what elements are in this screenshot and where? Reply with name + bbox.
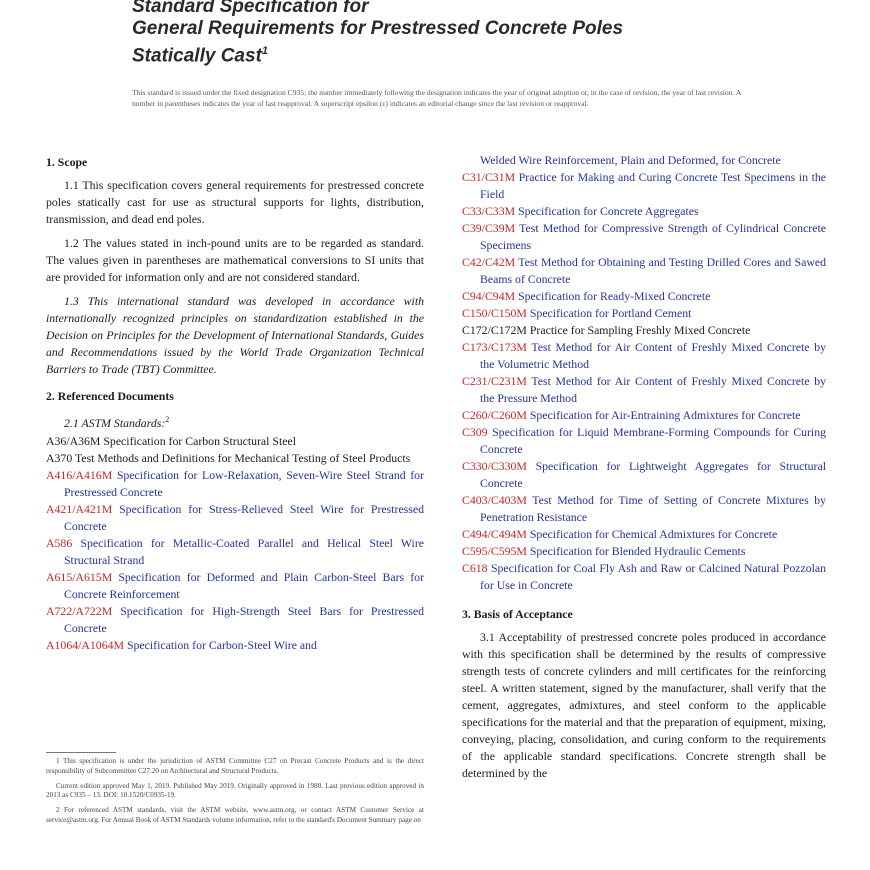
scope-paragraph-3: 1.3 This international standard was developed in accordance with internationally recognized principles on standardization established in the Decision on Principles for the Development of International Standards, Guides and Recommendations issued by the World Trade Organization Technical Barriers to Trade (TBT) Committee. bbox=[46, 294, 424, 376]
right-column bbox=[462, 152, 826, 789]
reference-link[interactable] bbox=[462, 526, 826, 543]
reference-link[interactable] bbox=[46, 433, 424, 450]
reference-title: Specification for Coal Fly Ash and Raw or Calcined Natural Pozzolan for Use in Concrete bbox=[480, 561, 827, 592]
astm-standards-intro bbox=[64, 411, 424, 432]
reference-code: C494/C494M bbox=[462, 527, 527, 541]
reference-title: Specification for Liquid Membrane-Forming Compounds for Curing Concrete bbox=[480, 425, 826, 456]
reference-title: Specification for Ready-Mixed Concrete bbox=[518, 289, 711, 303]
footnote-2: 2 For referenced ASTM standards, visit the ASTM website, www.astm.org, or contact ASTM Customer Service at service@astm.org. For Annual Book of ASTM Standards volume information, refer to the standard's Document Summary page on bbox=[46, 806, 424, 824]
reference-code: C39/C39M bbox=[462, 221, 516, 235]
reference-title: Specification for Metallic-Coated Parallel and Helical Steel Wire Structural Strand bbox=[64, 535, 424, 567]
scope-paragraph-2: 1.2 The values stated in inch-pound units are to be regarded as standard. The values given in parentheses are mathematical conversions to SI units that are provided for information only and are not considered standard. bbox=[46, 236, 424, 284]
reference-title: Practice for Making and Curing Concrete Test Specimens in the Field bbox=[480, 170, 826, 201]
astm-standards-label: 2.1 ASTM Standards: bbox=[64, 415, 166, 430]
reference-title: Specification for Carbon-Steel Wire and bbox=[126, 637, 317, 652]
reference-link[interactable] bbox=[462, 169, 826, 203]
reference-link[interactable] bbox=[462, 288, 826, 305]
footnote-divider bbox=[46, 752, 116, 753]
reference-title: Specification for Lightweight Aggregates for Structural Concrete bbox=[480, 459, 827, 490]
reference-code: C403/C403M bbox=[462, 493, 527, 507]
reference-code: A36/A36M bbox=[46, 433, 101, 448]
reference-title: Specification for Carbon Structural Steel bbox=[103, 433, 296, 448]
reference-link[interactable] bbox=[46, 535, 424, 569]
reference-title: Test Method for Compressive Strength of Cylindrical Concrete Specimens bbox=[480, 221, 826, 252]
reference-title: Specification for Concrete Aggregates bbox=[518, 204, 699, 218]
reference-code: A421/A421M bbox=[46, 501, 113, 516]
reference-continuation[interactable]: Welded Wire Reinforcement, Plain and Deformed, for Concrete bbox=[480, 153, 781, 167]
title-line-3 bbox=[132, 40, 772, 67]
reference-code: C330/C330M bbox=[462, 459, 527, 473]
reference-code: C31/C31M bbox=[462, 170, 516, 184]
reference-link[interactable] bbox=[46, 637, 424, 654]
reference-link[interactable] bbox=[462, 220, 826, 254]
reference-link[interactable] bbox=[462, 254, 826, 288]
reference-title: Specification for Air-Entraining Admixtures for Concrete bbox=[529, 408, 801, 422]
title-line-2: General Requirements for Prestressed Concrete Poles bbox=[132, 18, 624, 39]
reference-title: Specification for High-Strength Steel Bars for Prestressed Concrete bbox=[64, 603, 425, 635]
reference-code: A1064/A1064M bbox=[46, 637, 124, 652]
reference-link[interactable] bbox=[46, 501, 424, 535]
reference-link[interactable] bbox=[462, 424, 826, 458]
reference-title: Specification for Portland Cement bbox=[529, 306, 692, 320]
reference-link[interactable] bbox=[462, 339, 826, 373]
astm-footnote-mark: 2 bbox=[165, 415, 170, 424]
reference-link[interactable] bbox=[462, 492, 826, 526]
reference-code: C150/C150M bbox=[462, 306, 527, 320]
title-footnote-mark: 1 bbox=[261, 45, 269, 57]
reference-link[interactable] bbox=[462, 203, 826, 220]
reference-code: A586 bbox=[46, 535, 73, 550]
reference-title: Test Method for Air Content of Freshly Mixed Concrete by the Pressure Method bbox=[480, 374, 826, 405]
reference-title: Test Method for Air Content of Freshly Mixed Concrete by the Volumetric Method bbox=[480, 340, 826, 371]
section-heading-references: 2. Referenced Documents bbox=[46, 389, 174, 403]
title-line-1: Standard Specification for bbox=[132, 0, 369, 17]
reference-link[interactable] bbox=[462, 543, 826, 560]
reference-title: Specification for Deformed and Plain Carbon-Steel Bars for Concrete Reinforcement bbox=[64, 569, 424, 601]
section-heading-acceptance: 3. Basis of Acceptance bbox=[462, 607, 573, 621]
reference-code: C260/C260M bbox=[462, 408, 527, 422]
reference-title: Specification for Blended Hydraulic Cements bbox=[529, 544, 746, 558]
reference-title: Test Methods and Definitions for Mechanical Testing of Steel Products bbox=[74, 450, 411, 465]
reference-code: C595/C595M bbox=[462, 544, 527, 558]
reference-code: A416/A416M bbox=[46, 467, 113, 482]
reference-code: C173/C173M bbox=[462, 340, 527, 354]
reference-link[interactable] bbox=[462, 458, 826, 492]
reference-title: Specification for Low-Relaxation, Seven-Wire Steel Strand for Prestressed Concrete bbox=[64, 467, 424, 499]
reference-code: A722/A722M bbox=[46, 603, 113, 618]
reference-code: A615/A615M bbox=[46, 569, 113, 584]
reference-link[interactable] bbox=[46, 467, 424, 501]
reference-title: Practice for Sampling Freshly Mixed Concrete bbox=[529, 323, 751, 337]
reference-link[interactable] bbox=[462, 407, 826, 424]
document-title bbox=[132, 0, 772, 67]
reference-link[interactable] bbox=[46, 603, 424, 637]
reference-link[interactable] bbox=[46, 450, 424, 467]
reference-code: A370 bbox=[46, 450, 73, 465]
left-column bbox=[46, 152, 424, 654]
reference-title: Test Method for Obtaining and Testing Drilled Cores and Sawed Beams of Concrete bbox=[480, 255, 826, 286]
reference-link[interactable] bbox=[46, 569, 424, 603]
designation-note: This standard is issued under the fixed designation C935; the number immediately following the designation indicates the year of original adoption or, in the case of revision, the year of last revision. A number in parentheses indicates the year of last reapproval. A superscript epsilon (ε) indicates an editorial change since the last revision or reapproval. bbox=[132, 88, 741, 108]
reference-title: Specification for Chemical Admixtures for Concrete bbox=[529, 527, 778, 541]
reference-code: C94/C94M bbox=[462, 289, 516, 303]
reference-code: C172/C172M bbox=[462, 323, 527, 337]
scope-paragraph-1: 1.1 This specification covers general requirements for prestressed concrete poles statically cast for use as structural supports for lights, distribution, transmission, and dead end poles. bbox=[46, 178, 424, 226]
reference-code: C33/C33M bbox=[462, 204, 516, 218]
reference-link[interactable] bbox=[462, 305, 826, 322]
title-line-3-text: Statically Cast bbox=[132, 45, 262, 67]
footnote-1: 1 This specification is under the jurisdiction of ASTM Committee C27 on Precast Concrete Products and is the direct responsibility of Subcommittee C27.20 on Architectural and Structural Products. bbox=[46, 757, 424, 775]
acceptance-paragraph-1: 3.1 Acceptability of prestressed concrete poles produced in accordance with this specification shall be determined by the results of compressive strength tests of concrete cylinders and mill certificates for the reinforcing steel. A written statement, signed by the manufacturer, shall verify that the cement, aggregates, admixtures, and steel conform to the applicable specifications for the material and that the preparation of equipment, mixing, conveying, placing, consolidation, and curing conform to the requirements of the applicable standard specifications. Concrete strength shall be determined by the bbox=[462, 630, 826, 780]
reference-title: Specification for Stress-Relieved Steel Wire for Prestressed Concrete bbox=[64, 501, 424, 533]
footnotes bbox=[46, 752, 424, 831]
reference-code: C42/C42M bbox=[462, 255, 516, 269]
footnote-1-edition: Current edition approved May 1, 2019. Published May 2019. Originally approved in 1980. Last previous edition approved in 2013 as C935 – 13. DOI: 10.1520/C0935-19. bbox=[46, 781, 424, 800]
reference-code: C231/C231M bbox=[462, 374, 527, 388]
reference-code: C309 bbox=[462, 425, 488, 439]
reference-link[interactable] bbox=[462, 373, 826, 407]
reference-title: Test Method for Time of Setting of Concrete Mixtures by Penetration Resistance bbox=[480, 493, 826, 524]
reference-link[interactable] bbox=[462, 322, 826, 339]
reference-link[interactable] bbox=[462, 560, 826, 594]
reference-code: C618 bbox=[462, 561, 488, 575]
section-heading-scope: 1. Scope bbox=[46, 155, 88, 169]
